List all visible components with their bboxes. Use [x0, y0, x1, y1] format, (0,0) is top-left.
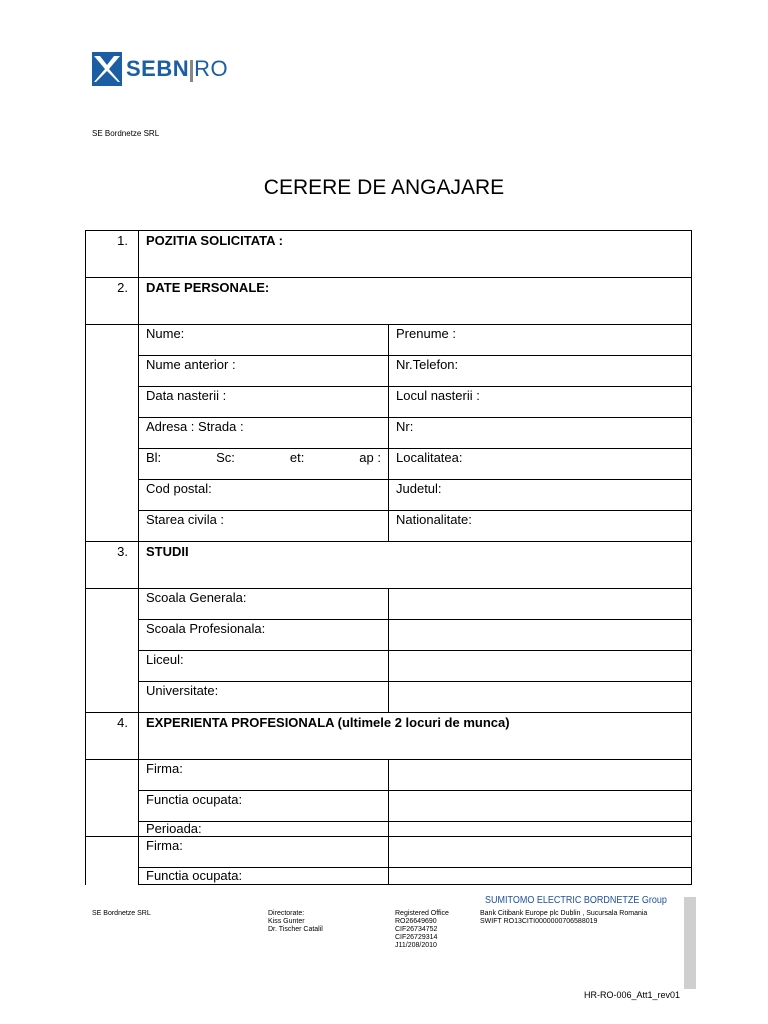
section-number: 4.: [86, 713, 139, 760]
field-job-function-2: Functia ocupata:: [139, 868, 389, 885]
page-title: CERERE DE ANGAJARE: [263, 176, 505, 199]
input-vocational-school[interactable]: [389, 620, 692, 651]
input-job-function-2[interactable]: [389, 868, 692, 885]
field-university: Universitate:: [139, 682, 389, 713]
section-position: [86, 231, 692, 278]
company-logo: [92, 52, 228, 86]
section-number: 1.: [86, 231, 139, 278]
office-line: RO26649690: [395, 918, 437, 925]
field-name[interactable]: Nume:: [139, 325, 389, 356]
field-vocational-school: Scoala Profesionala:: [139, 620, 389, 651]
logo-text: SEBN RO: [126, 56, 229, 81]
field-phone[interactable]: Nr.Telefon:: [389, 356, 692, 387]
section-experience: [86, 713, 692, 760]
bank-line: Bank Citibank Europe plc Dublin , Sucursala Romania: [480, 910, 648, 917]
field-high-school: Liceul:: [139, 651, 389, 682]
bank-line: SWIFT RO13CITI0000000706588019: [480, 918, 598, 925]
section-title: EXPERIENTA PROFESIONALA (ultimele 2 locuri de munca): [139, 713, 692, 760]
field-locality[interactable]: Localitatea:: [389, 449, 692, 480]
field-job-function: Functia ocupata:: [139, 791, 389, 822]
directorate-label: Directorate:: [268, 910, 305, 917]
input-high-school[interactable]: [389, 651, 692, 682]
empty-cell: [86, 837, 139, 885]
office-line: CIF26734752: [395, 926, 438, 933]
label-floor: et:: [289, 450, 305, 465]
field-primary-school: Scoala Generala:: [139, 589, 389, 620]
section-personal: [86, 278, 692, 325]
field-block-details[interactable]: [139, 449, 389, 480]
document-reference: HR-RO-006_Att1_rev01: [584, 990, 681, 1000]
directorate-name: Dr. Tischer Catalil: [268, 926, 323, 933]
section-number: 2.: [86, 278, 139, 325]
label-staircase: Sc:: [216, 450, 235, 465]
field-county[interactable]: Judetul:: [389, 480, 692, 511]
section-title: STUDII: [139, 542, 692, 589]
margin-bar: [684, 897, 696, 989]
section-title: DATE PERSONALE:: [139, 278, 692, 325]
input-primary-school[interactable]: [389, 589, 692, 620]
field-company-2: Firma:: [139, 837, 389, 868]
input-company-2[interactable]: [389, 837, 692, 868]
label-block: Bl:: [146, 450, 162, 465]
office-label: Registered Office: [395, 910, 449, 917]
input-period[interactable]: [389, 822, 692, 837]
field-postal-code[interactable]: Cod postal:: [139, 480, 389, 511]
label-apartment: ap :: [359, 450, 381, 465]
empty-cell: [86, 325, 139, 542]
sebn-logo-icon: [92, 52, 122, 86]
section-number: 3.: [86, 542, 139, 589]
section-studies: [86, 542, 692, 589]
application-form: [85, 230, 692, 885]
footer-directorate: [268, 910, 323, 934]
input-company[interactable]: [389, 760, 692, 791]
field-previous-name[interactable]: Nume anterior :: [139, 356, 389, 387]
empty-cell: [86, 589, 139, 713]
field-birth-date[interactable]: Data nasterii :: [139, 387, 389, 418]
field-first-name[interactable]: Prenume :: [389, 325, 692, 356]
field-civil-status[interactable]: Starea civila :: [139, 511, 389, 542]
footer-company: SE Bordnetze SRL: [92, 910, 151, 917]
field-period: Perioada:: [139, 822, 389, 837]
field-birth-place[interactable]: Locul nasterii :: [389, 387, 692, 418]
company-name: SE Bordnetze SRL: [92, 129, 160, 138]
field-company: Firma:: [139, 760, 389, 791]
office-line: CIF26729314: [395, 934, 438, 941]
field-address-street[interactable]: Adresa : Strada :: [139, 418, 389, 449]
field-address-number[interactable]: Nr:: [389, 418, 692, 449]
empty-cell: [86, 760, 139, 837]
section-title: POZITIA SOLICITATA :: [139, 231, 692, 278]
input-job-function[interactable]: [389, 791, 692, 822]
group-name: SUMITOMO ELECTRIC BORDNETZE Group: [485, 895, 667, 906]
footer-office: [395, 910, 449, 950]
office-line: J11/208/2010: [395, 942, 437, 949]
footer-bank: [480, 910, 647, 926]
input-university[interactable]: [389, 682, 692, 713]
field-nationality[interactable]: Nationalitate:: [389, 511, 692, 542]
directorate-name: Kiss Gunter: [268, 918, 305, 925]
